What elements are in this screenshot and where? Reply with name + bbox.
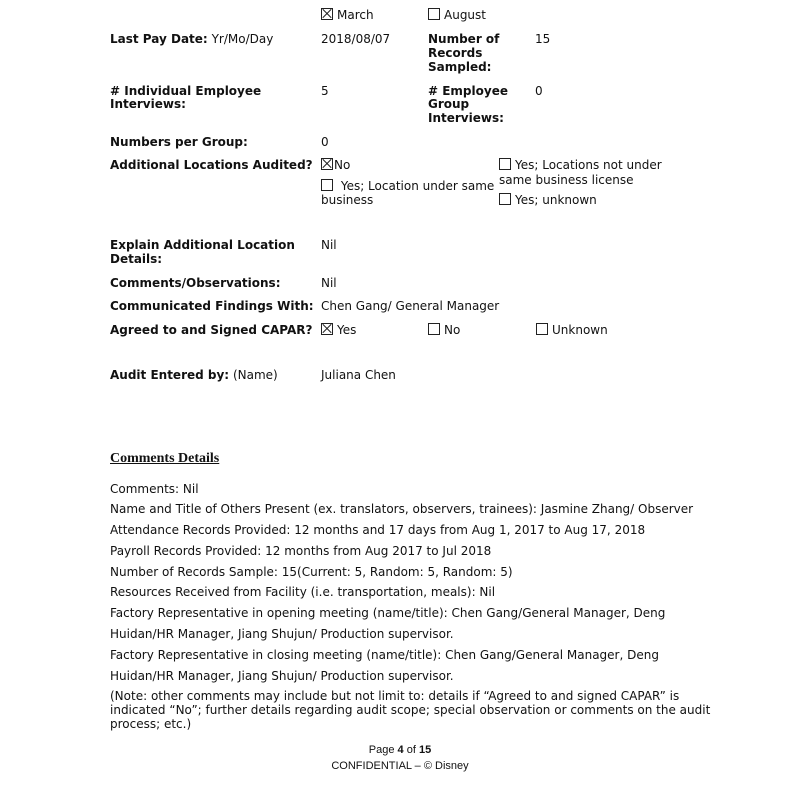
comment-line: Name and Title of Others Present (ex. translators, observers, trainees): Jasmine Zhang/ Observer [110,502,694,516]
communicated-findings-value: Chen Gang/ General Manager [321,299,500,313]
last-pay-date-value: 2018/08/07 [321,32,391,46]
records-sampled-value: 15 [535,32,551,46]
checkbox-icon[interactable] [499,158,511,170]
checkbox-icon[interactable] [428,323,440,335]
checkbox-icon[interactable] [321,179,333,191]
numbers-per-group-value: 0 [321,135,329,149]
confidential-notice: CONFIDENTIAL – © Disney [331,760,469,772]
group-interviews-label-3: Interviews: [428,111,504,125]
note-line: indicated “No”; further details regarding audit scope; special observation or comments on the audit [110,703,711,717]
comments-observations-label: Comments/Observations: [110,276,281,290]
last-pay-date-label: Last Pay Date: Yr/Mo/Day [110,32,274,46]
explain-location-label-1: Explain Additional Location [110,238,295,252]
comment-line: Comments: Nil [110,482,199,496]
individual-interviews-label-1: # Individual Employee [110,84,262,98]
capar-no-option[interactable]: No [428,323,460,337]
additional-locations-not-under-line2: same business license [499,173,634,187]
comments-observations-value: Nil [321,276,337,290]
capar-unknown-option[interactable]: Unknown [536,323,608,337]
checkbox-icon[interactable] [428,8,440,20]
page-number: Page 4 of 15 [368,744,432,756]
comments-details-heading: Comments Details [110,451,220,466]
records-sampled-label-1: Number of [428,32,500,46]
comment-line: Huidan/HR Manager, Jiang Shujun/ Production supervisor. [110,627,454,641]
group-interviews-value: 0 [535,84,543,98]
individual-interviews-label-2: Interviews: [110,97,186,111]
capar-label: Agreed to and Signed CAPAR? [110,323,313,337]
checkbox-icon[interactable] [499,193,511,205]
comment-line: Number of Records Sample: 15(Current: 5, Random: 5, Random: 5) [110,565,513,579]
additional-locations-same-business-line2: business [321,193,374,207]
group-interviews-label-1: # Employee [428,84,508,98]
additional-locations-no-option[interactable]: No [321,158,350,172]
communicated-findings-label: Communicated Findings With: [110,299,314,313]
explain-location-value: Nil [321,238,337,252]
comment-line: Factory Representative in closing meeting (name/title): Chen Gang/General Manager, Deng [110,648,659,662]
audit-entered-by-value: Juliana Chen [321,368,396,382]
comment-line: Resources Received from Facility (i.e. transportation, meals): Nil [110,585,496,599]
additional-locations-same-business-option[interactable]: Yes; Location under same [321,179,494,193]
records-sampled-label-2: Records [428,46,483,60]
checkbox-checked-icon[interactable] [321,158,333,170]
records-sampled-label-3: Sampled: [428,60,492,74]
group-interviews-label-2: Group [428,97,470,111]
note-line: (Note: other comments may include but not limit to: details if “Agreed to and signed CAPAR” is [110,689,680,703]
comment-line: Huidan/HR Manager, Jiang Shujun/ Production supervisor. [110,669,454,683]
comment-line: Payroll Records Provided: 12 months from Aug 2017 to Jul 2018 [110,544,492,558]
additional-locations-label: Additional Locations Audited? [110,158,313,172]
additional-locations-not-under-option[interactable]: Yes; Locations not under [499,158,662,172]
checkbox-checked-icon[interactable] [321,323,333,335]
comment-line: Attendance Records Provided: 12 months and 17 days from Aug 1, 2017 to Aug 17, 2018 [110,523,646,537]
note-line: process; etc.) [110,717,192,731]
comment-line: Factory Representative in opening meeting (name/title): Chen Gang/General Manager, Deng [110,606,666,620]
individual-interviews-value: 5 [321,84,329,98]
march-option[interactable]: March [321,8,374,22]
audit-entered-by-label: Audit Entered by: (Name) [110,368,278,382]
august-option[interactable]: August [428,8,486,22]
explain-location-label-2: Details: [110,252,163,266]
numbers-per-group-label: Numbers per Group: [110,135,248,149]
capar-yes-option[interactable]: Yes [321,323,356,337]
additional-locations-unknown-option[interactable]: Yes; unknown [499,193,597,207]
checkbox-checked-icon[interactable] [321,8,333,20]
checkbox-icon[interactable] [536,323,548,335]
